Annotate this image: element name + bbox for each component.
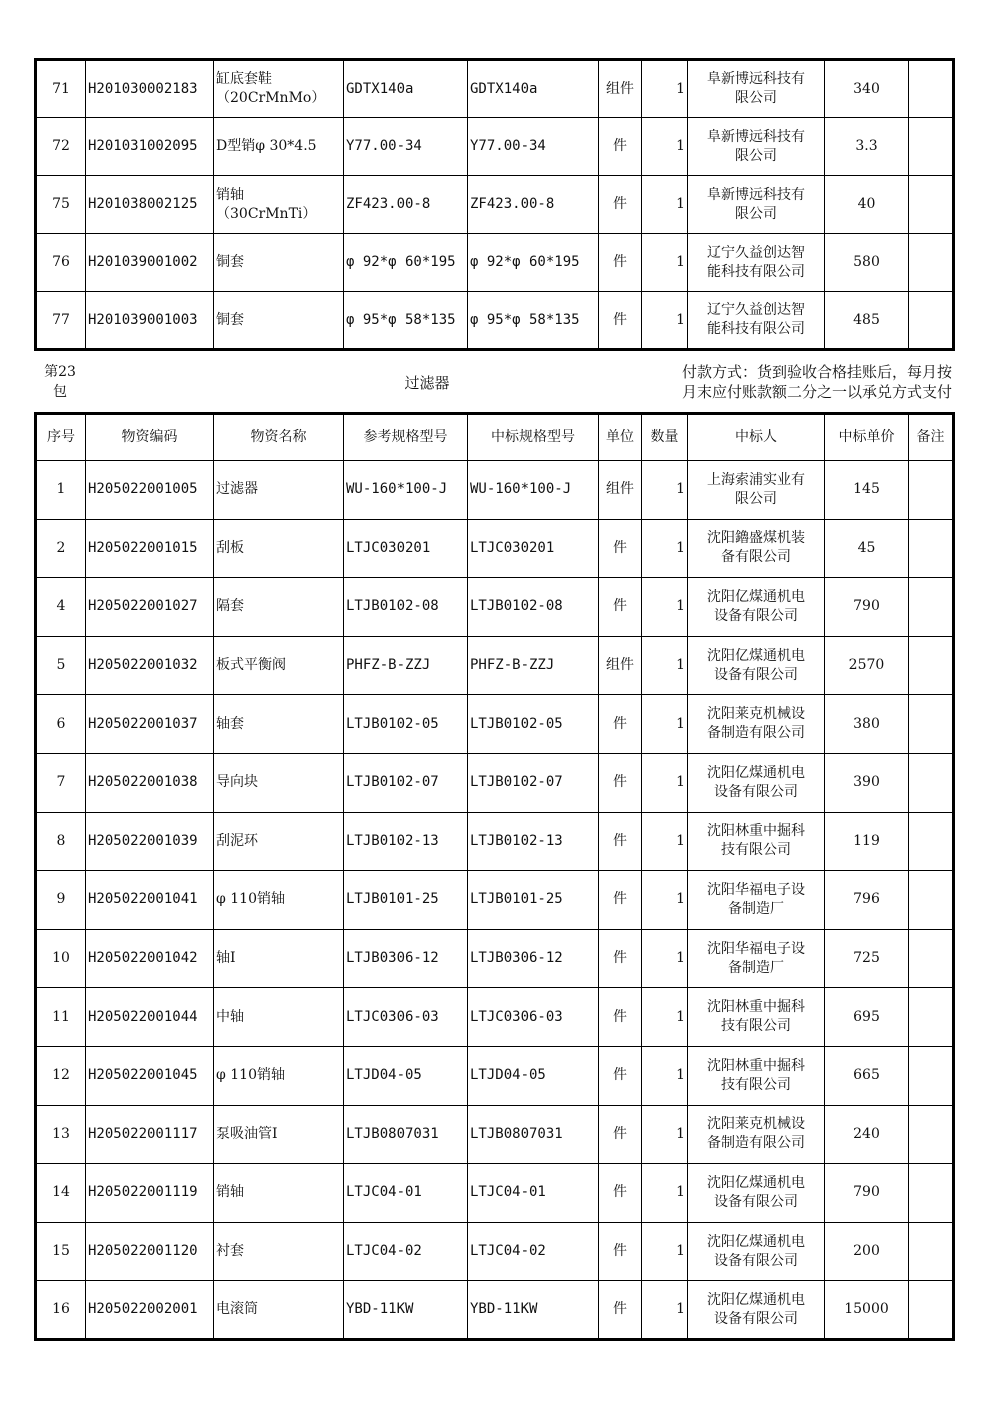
price-cell: 790	[825, 578, 909, 637]
unit-cell: 件	[599, 929, 642, 988]
code-cell: H205022001032	[86, 636, 214, 695]
unit-cell: 件	[599, 695, 642, 754]
bid-spec-cell: LTJC04-02	[468, 1222, 599, 1281]
price-cell: 380	[825, 695, 909, 754]
bid-spec-cell: LTJC030201	[468, 519, 599, 578]
table-row	[36, 1222, 954, 1281]
note-cell	[909, 812, 954, 871]
name-cell: 轴I	[214, 929, 344, 988]
qty-cell: 1	[642, 1281, 688, 1340]
name-cell: 销轴 （30CrMnTi）	[214, 176, 344, 234]
seq-cell: 9	[36, 871, 86, 930]
ref-spec-cell: LTJC030201	[344, 519, 468, 578]
code-cell: H205022001015	[86, 519, 214, 578]
note-cell	[909, 1222, 954, 1281]
name-cell: 轴套	[214, 695, 344, 754]
qty-cell: 1	[642, 60, 688, 118]
code-cell: H201031002095	[86, 118, 214, 176]
package-number: 第23 包	[44, 364, 76, 400]
unit-cell: 件	[599, 1281, 642, 1340]
seq-cell: 15	[36, 1222, 86, 1281]
package-name: 过滤器	[404, 374, 450, 392]
winner-cell: 阜新博远科技有 限公司	[688, 118, 825, 176]
note-cell	[909, 1105, 954, 1164]
price-cell: 790	[825, 1164, 909, 1223]
note-cell	[909, 292, 954, 350]
name-cell: D型销φ 30*4.5	[214, 118, 344, 176]
ref-spec-cell: ZF423.00-8	[344, 176, 468, 234]
ref-spec-cell: LTJB0101-25	[344, 871, 468, 930]
seq-cell: 8	[36, 812, 86, 871]
table-row	[36, 812, 954, 871]
ref-spec-cell: LTJB0102-08	[344, 578, 468, 637]
ref-spec-cell: φ 95*φ 58*135	[344, 292, 468, 350]
seq-cell: 6	[36, 695, 86, 754]
price-cell: 340	[825, 60, 909, 118]
seq-cell: 16	[36, 1281, 86, 1340]
bid-spec-cell: PHFZ-B-ZZJ	[468, 636, 599, 695]
qty-cell: 1	[642, 176, 688, 234]
table-row	[36, 988, 954, 1047]
bid-spec-cell: LTJB0102-08	[468, 578, 599, 637]
ref-spec-cell: LTJB0102-13	[344, 812, 468, 871]
ref-spec-cell: φ 92*φ 60*195	[344, 234, 468, 292]
ref-spec-cell: LTJB0807031	[344, 1105, 468, 1164]
unit-cell: 件	[599, 176, 642, 234]
price-cell: 3.3	[825, 118, 909, 176]
package-23-table	[34, 412, 955, 1341]
unit-cell: 组件	[599, 60, 642, 118]
table-row	[36, 695, 954, 754]
header-winner: 中标人	[688, 414, 825, 461]
header-price: 中标单价	[825, 414, 909, 461]
note-cell	[909, 234, 954, 292]
qty-cell: 1	[642, 636, 688, 695]
note-cell	[909, 753, 954, 812]
bid-spec-cell: LTJB0102-07	[468, 753, 599, 812]
winner-cell: 沈阳华福电子设 备制造厂	[688, 929, 825, 988]
ref-spec-cell: GDTX140a	[344, 60, 468, 118]
bid-spec-cell: LTJB0102-13	[468, 812, 599, 871]
code-cell: H205022002001	[86, 1281, 214, 1340]
qty-cell: 1	[642, 812, 688, 871]
qty-cell: 1	[642, 519, 688, 578]
seq-cell: 2	[36, 519, 86, 578]
name-cell: 中轴	[214, 988, 344, 1047]
note-cell	[909, 1046, 954, 1105]
note-cell	[909, 1281, 954, 1340]
code-cell: H205022001041	[86, 871, 214, 930]
price-cell: 695	[825, 988, 909, 1047]
table-row	[36, 461, 954, 520]
seq-cell: 10	[36, 929, 86, 988]
bid-spec-cell: LTJC04-01	[468, 1164, 599, 1223]
unit-cell: 件	[599, 519, 642, 578]
winner-cell: 沈阳莱克机械设 备制造有限公司	[688, 695, 825, 754]
price-cell: 2570	[825, 636, 909, 695]
code-cell: H205022001042	[86, 929, 214, 988]
winner-cell: 沈阳林重中掘科 技有限公司	[688, 1046, 825, 1105]
price-cell: 200	[825, 1222, 909, 1281]
ref-spec-cell: LTJC04-01	[344, 1164, 468, 1223]
code-cell: H205022001119	[86, 1164, 214, 1223]
price-cell: 390	[825, 753, 909, 812]
table-row	[36, 118, 954, 176]
note-cell	[909, 636, 954, 695]
note-cell	[909, 695, 954, 754]
bid-spec-cell: LTJD04-05	[468, 1046, 599, 1105]
winner-cell: 沈阳林重中掘科 技有限公司	[688, 812, 825, 871]
ref-spec-cell: LTJD04-05	[344, 1046, 468, 1105]
code-cell: H201038002125	[86, 176, 214, 234]
name-cell: φ 110销轴	[214, 1046, 344, 1105]
code-cell: H201030002183	[86, 60, 214, 118]
table-row	[36, 929, 954, 988]
unit-cell: 件	[599, 292, 642, 350]
seq-cell: 77	[36, 292, 86, 350]
ref-spec-cell: LTJB0306-12	[344, 929, 468, 988]
winner-cell: 沈阳亿煤通机电 设备有限公司	[688, 636, 825, 695]
table-row	[36, 636, 954, 695]
code-cell: H205022001120	[86, 1222, 214, 1281]
note-cell	[909, 871, 954, 930]
bid-spec-cell: LTJB0807031	[468, 1105, 599, 1164]
note-cell	[909, 929, 954, 988]
qty-cell: 1	[642, 1046, 688, 1105]
name-cell: 泵吸油管I	[214, 1105, 344, 1164]
code-cell: H205022001037	[86, 695, 214, 754]
bid-spec-cell: GDTX140a	[468, 60, 599, 118]
price-cell: 240	[825, 1105, 909, 1164]
name-cell: 板式平衡阀	[214, 636, 344, 695]
note-cell	[909, 578, 954, 637]
table-row	[36, 753, 954, 812]
code-cell: H205022001117	[86, 1105, 214, 1164]
code-cell: H201039001003	[86, 292, 214, 350]
qty-cell: 1	[642, 578, 688, 637]
qty-cell: 1	[642, 1164, 688, 1223]
unit-cell: 件	[599, 578, 642, 637]
unit-cell: 件	[599, 234, 642, 292]
table-row	[36, 871, 954, 930]
header-note: 备注	[909, 414, 954, 461]
note-cell	[909, 461, 954, 520]
ref-spec-cell: Y77.00-34	[344, 118, 468, 176]
winner-cell: 沈阳林重中掘科 技有限公司	[688, 988, 825, 1047]
price-cell: 15000	[825, 1281, 909, 1340]
price-cell: 796	[825, 871, 909, 930]
unit-cell: 件	[599, 1105, 642, 1164]
note-cell	[909, 1164, 954, 1223]
price-cell: 145	[825, 461, 909, 520]
seq-cell: 72	[36, 118, 86, 176]
table-row	[36, 1164, 954, 1223]
winner-cell: 沈阳莱克机械设 备制造有限公司	[688, 1105, 825, 1164]
code-cell: H205022001039	[86, 812, 214, 871]
qty-cell: 1	[642, 871, 688, 930]
price-cell: 665	[825, 1046, 909, 1105]
name-cell: 过滤器	[214, 461, 344, 520]
bid-spec-cell: WU-160*100-J	[468, 461, 599, 520]
ref-spec-cell: YBD-11KW	[344, 1281, 468, 1340]
header-name: 物资名称	[214, 414, 344, 461]
payment-terms: 付款方式：货到验收合格挂账后，每月按 月末应付账款额二分之一以承兑方式支付	[681, 363, 952, 401]
header-code: 物资编码	[86, 414, 214, 461]
code-cell: H205022001038	[86, 753, 214, 812]
ref-spec-cell: LTJB0102-07	[344, 753, 468, 812]
ref-spec-cell: PHFZ-B-ZZJ	[344, 636, 468, 695]
seq-cell: 13	[36, 1105, 86, 1164]
code-cell: H201039001002	[86, 234, 214, 292]
seq-cell: 76	[36, 234, 86, 292]
unit-cell: 件	[599, 871, 642, 930]
bid-spec-cell: LTJB0101-25	[468, 871, 599, 930]
code-cell: H205022001044	[86, 988, 214, 1047]
winner-cell: 阜新博远科技有 限公司	[688, 176, 825, 234]
seq-cell: 14	[36, 1164, 86, 1223]
winner-cell: 沈阳亿煤通机电 设备有限公司	[688, 1222, 825, 1281]
name-cell: 刮板	[214, 519, 344, 578]
qty-cell: 1	[642, 753, 688, 812]
seq-cell: 71	[36, 60, 86, 118]
unit-cell: 件	[599, 118, 642, 176]
header-seq: 序号	[36, 414, 86, 461]
seq-cell: 12	[36, 1046, 86, 1105]
unit-cell: 件	[599, 988, 642, 1047]
table-header-row	[36, 414, 954, 461]
code-cell: H205022001005	[86, 461, 214, 520]
bid-spec-cell: LTJC0306-03	[468, 988, 599, 1047]
note-cell	[909, 176, 954, 234]
bid-spec-cell: LTJB0306-12	[468, 929, 599, 988]
price-cell: 40	[825, 176, 909, 234]
table-row	[36, 60, 954, 118]
table-row	[36, 1105, 954, 1164]
name-cell: 铜套	[214, 292, 344, 350]
ref-spec-cell: LTJC04-02	[344, 1222, 468, 1281]
header-bid-spec: 中标规格型号	[468, 414, 599, 461]
winner-cell: 沈阳亿煤通机电 设备有限公司	[688, 753, 825, 812]
note-cell	[909, 60, 954, 118]
winner-cell: 沈阳鑥盛煤机装 备有限公司	[688, 519, 825, 578]
price-cell: 119	[825, 812, 909, 871]
seq-cell: 75	[36, 176, 86, 234]
bid-spec-cell: ZF423.00-8	[468, 176, 599, 234]
name-cell: 销轴	[214, 1164, 344, 1223]
seq-cell: 11	[36, 988, 86, 1047]
seq-cell: 5	[36, 636, 86, 695]
seq-cell: 7	[36, 753, 86, 812]
winner-cell: 沈阳华福电子设 备制造厂	[688, 871, 825, 930]
previous-package-table	[34, 58, 955, 351]
note-cell	[909, 519, 954, 578]
code-cell: H205022001027	[86, 578, 214, 637]
qty-cell: 1	[642, 1222, 688, 1281]
ref-spec-cell: LTJC0306-03	[344, 988, 468, 1047]
table-row	[36, 1281, 954, 1340]
qty-cell: 1	[642, 1105, 688, 1164]
winner-cell: 阜新博远科技有 限公司	[688, 60, 825, 118]
table-row	[36, 176, 954, 234]
name-cell: 缸底套鞋 （20CrMnMo）	[214, 60, 344, 118]
unit-cell: 件	[599, 812, 642, 871]
bid-spec-cell: LTJB0102-05	[468, 695, 599, 754]
name-cell: 导向块	[214, 753, 344, 812]
name-cell: φ 110销轴	[214, 871, 344, 930]
header-unit: 单位	[599, 414, 642, 461]
winner-cell: 沈阳亿煤通机电 设备有限公司	[688, 578, 825, 637]
table-row	[36, 292, 954, 350]
bid-spec-cell: YBD-11KW	[468, 1281, 599, 1340]
bid-spec-cell: φ 95*φ 58*135	[468, 292, 599, 350]
ref-spec-cell: WU-160*100-J	[344, 461, 468, 520]
price-cell: 45	[825, 519, 909, 578]
seq-cell: 1	[36, 461, 86, 520]
winner-cell: 沈阳亿煤通机电 设备有限公司	[688, 1164, 825, 1223]
unit-cell: 件	[599, 1046, 642, 1105]
unit-cell: 件	[599, 1164, 642, 1223]
name-cell: 电滚筒	[214, 1281, 344, 1340]
winner-cell: 辽宁久益创达智 能科技有限公司	[688, 292, 825, 350]
name-cell: 铜套	[214, 234, 344, 292]
table-row	[36, 578, 954, 637]
qty-cell: 1	[642, 988, 688, 1047]
unit-cell: 件	[599, 753, 642, 812]
winner-cell: 沈阳亿煤通机电 设备有限公司	[688, 1281, 825, 1340]
seq-cell: 4	[36, 578, 86, 637]
note-cell	[909, 988, 954, 1047]
qty-cell: 1	[642, 118, 688, 176]
header-qty: 数量	[642, 414, 688, 461]
table-row	[36, 234, 954, 292]
qty-cell: 1	[642, 461, 688, 520]
name-cell: 衬套	[214, 1222, 344, 1281]
unit-cell: 组件	[599, 636, 642, 695]
header-ref-spec: 参考规格型号	[344, 414, 468, 461]
code-cell: H205022001045	[86, 1046, 214, 1105]
name-cell: 刮泥环	[214, 812, 344, 871]
qty-cell: 1	[642, 929, 688, 988]
price-cell: 485	[825, 292, 909, 350]
table-row	[36, 1046, 954, 1105]
qty-cell: 1	[642, 234, 688, 292]
bid-spec-cell: Y77.00-34	[468, 118, 599, 176]
table-row	[36, 519, 954, 578]
bid-spec-cell: φ 92*φ 60*195	[468, 234, 599, 292]
winner-cell: 上海索浦实业有 限公司	[688, 461, 825, 520]
unit-cell: 件	[599, 1222, 642, 1281]
note-cell	[909, 118, 954, 176]
qty-cell: 1	[642, 695, 688, 754]
price-cell: 580	[825, 234, 909, 292]
price-cell: 725	[825, 929, 909, 988]
name-cell: 隔套	[214, 578, 344, 637]
winner-cell: 辽宁久益创达智 能科技有限公司	[688, 234, 825, 292]
qty-cell: 1	[642, 292, 688, 350]
unit-cell: 组件	[599, 461, 642, 520]
ref-spec-cell: LTJB0102-05	[344, 695, 468, 754]
